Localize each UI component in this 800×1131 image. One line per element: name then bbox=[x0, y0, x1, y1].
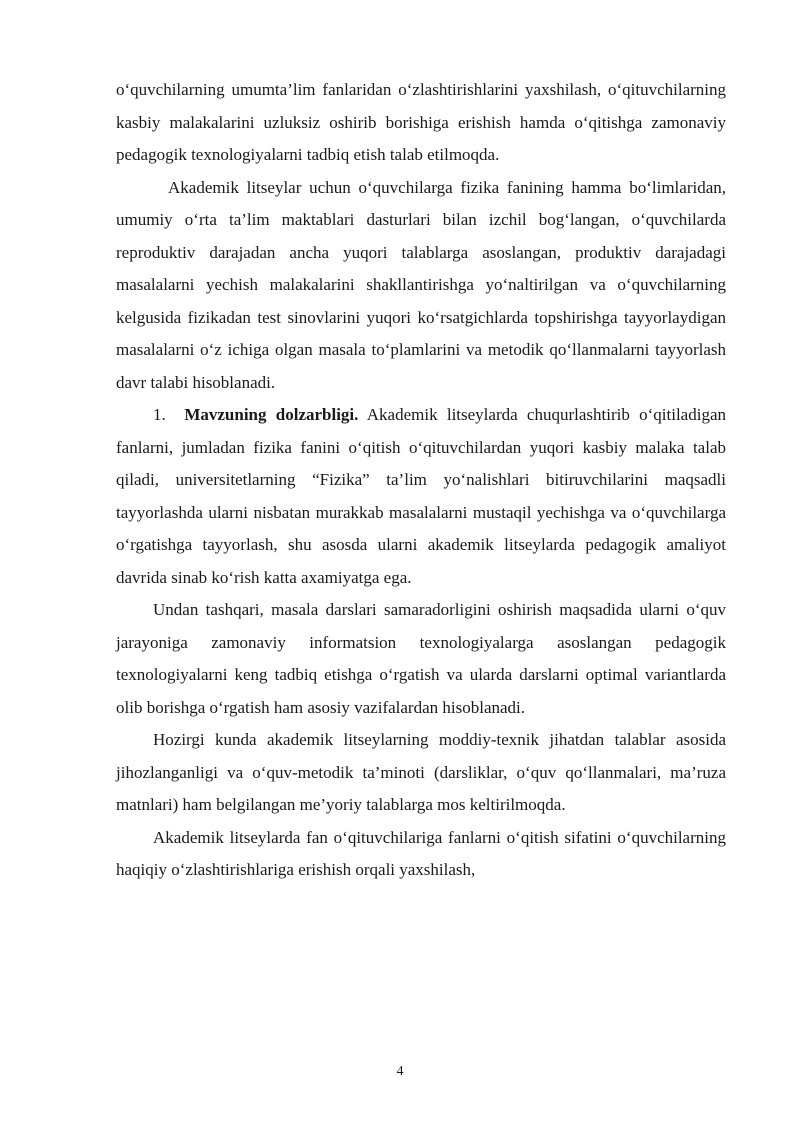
body-text bbox=[116, 74, 726, 887]
section-text: Akademik litseylarda chuqurlashtirib o‘qitiladigan fanlarni, jumladan fizika fanini o‘qitish o‘qituvchilardan yuqori kasbiy malaka talab qiladi, universitetlarning “Fizika” ta’lim yo‘nalishlari bitiruvchilarini maqsadli tayyorlashda ularni nisbatan murakkab masalalarni mustaqil yechishga va o‘quvchilarga o‘rgatishga tayyorlash, shu asosda ularni akademik litseylarda pedagogik amaliyot davrida sinab ko‘rish katta axamiyatga ega. bbox=[116, 405, 726, 587]
paragraph: Akademik litseylar uchun o‘quvchilarga fizika fanining hamma bo‘limlaridan, umumiy o‘rta ta’lim maktablari dasturlari bilan izchil bog‘langan, o‘quvchilarda reproduktiv darajadan ancha yuqori talablarga asoslangan, produktiv darajadagi masalalarni yechish malakalarini shakllantirishga yo‘naltirilgan va o‘quvchilarning kelgusida fizikadan test sinovlarini yuqori ko‘rsatgichlarda topshirishga tayyorlaydigan masalalarni o‘z ichiga olgan masala to‘plamlarini va metodik qo‘llanmalarni tayyorlash davr talabi hisoblanadi. bbox=[116, 177, 726, 392]
section-number: 1. bbox=[153, 405, 166, 424]
paragraph: Undan tashqari, masala darslari samaradorligini oshirish maqsadida ularni o‘quv jarayoniga zamonaviy informatsion texnologiyalarga asoslangan pedagogik texnologiyalarni keng tadbiq etishga o‘rgatish va ularda darslarni optimal variantlarda olib borishga o‘rgatish ham asosiy vazifalardan hisoblanadi. bbox=[116, 600, 726, 717]
paragraph: o‘quvchilarning umumta’lim fanlaridan o‘zlashtirishlarini yaxshilash, o‘qituvchilarning kasbiy malakalarini uzluksiz oshirib borishiga erishish hamda o‘qitishga zamonaviy pedagogik texnologiyalarni tadbiq etish talab etilmoqda. bbox=[116, 80, 726, 164]
paragraph: Akademik litseylarda fan o‘qituvchilariga fanlarni o‘qitish sifatini o‘quvchilarning haqiqiy o‘zlashtirishlariga erishish orqali yaxshilash, bbox=[116, 827, 726, 879]
paragraph-relevance bbox=[116, 399, 726, 594]
section-title: Mavzuning dolzarbligi. bbox=[184, 405, 359, 424]
paragraph: Hozirgi kunda akademik litseylarning moddiy-texnik jihatdan talablar asosida jihozlanganligi va o‘quv-metodik ta’minoti (darsliklar, o‘quv qo‘llanmalari, ma’ruza matnlari) ham belgilangan me’yoriy talablarga mos keltirilmoqda. bbox=[116, 730, 726, 814]
page-number: 4 bbox=[396, 1064, 404, 1079]
